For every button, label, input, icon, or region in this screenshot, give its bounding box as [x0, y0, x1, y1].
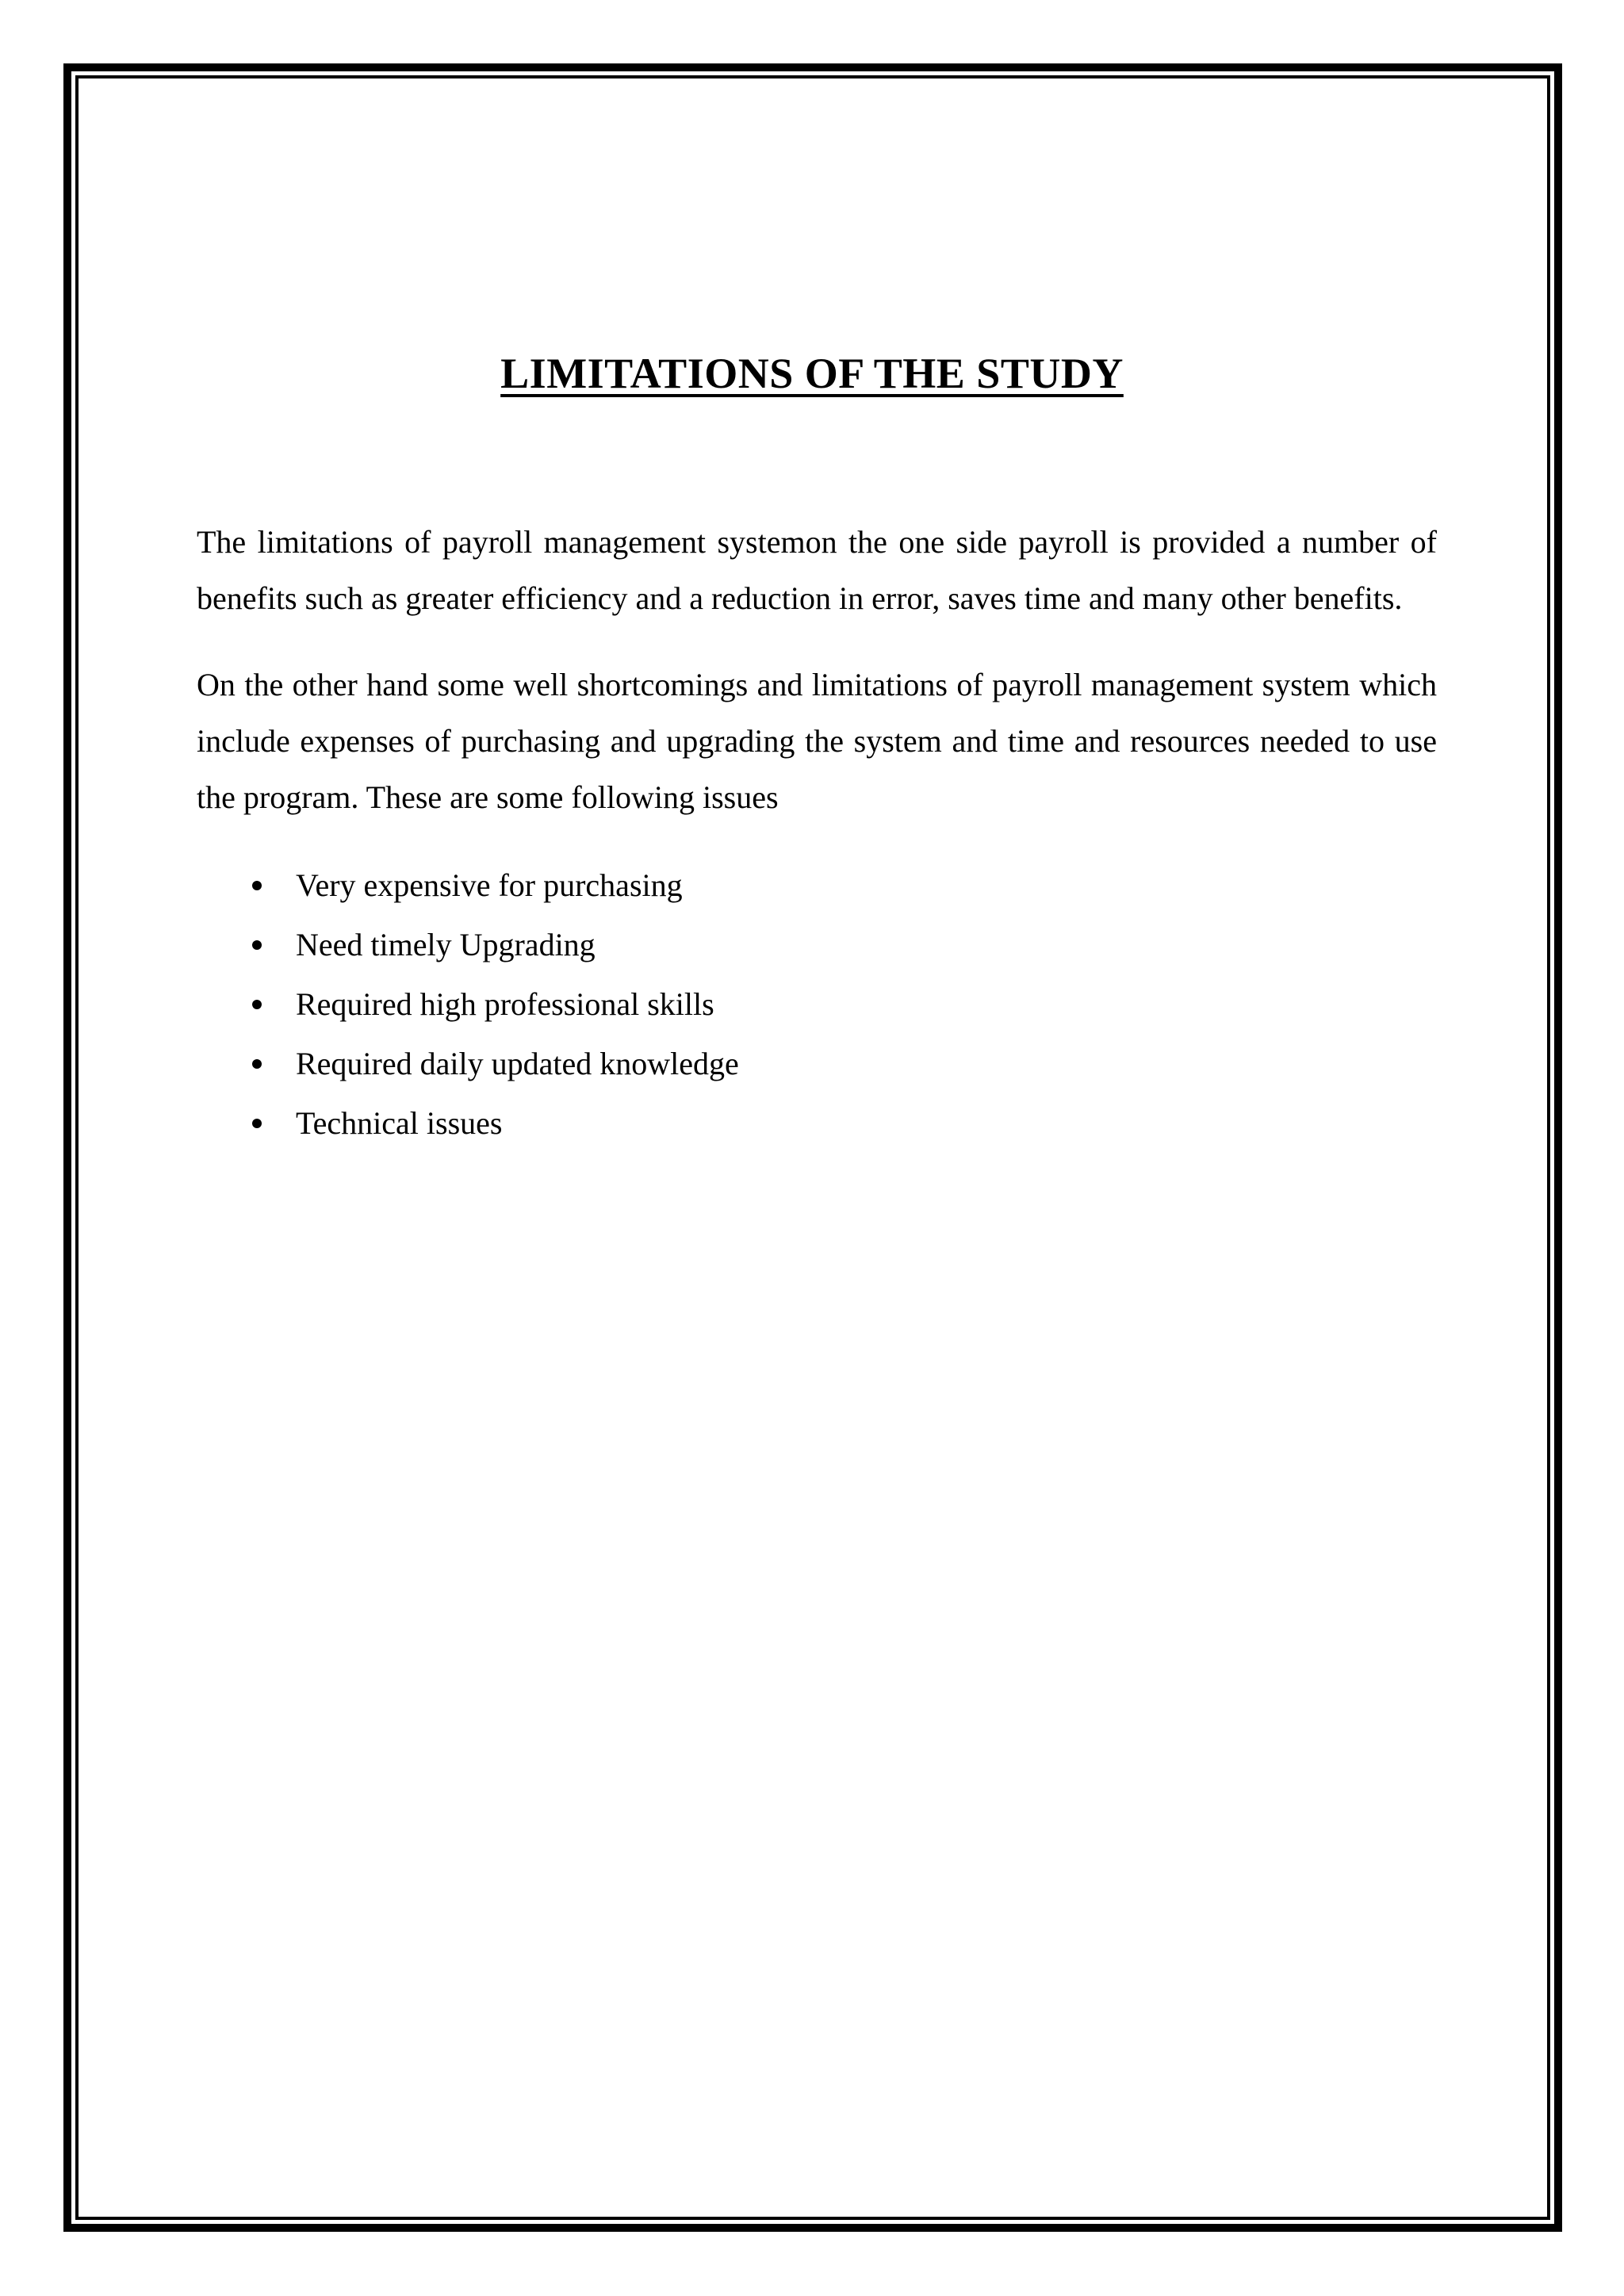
list-item — [197, 974, 1437, 1034]
list-item — [197, 855, 1437, 915]
bullet-icon — [252, 1119, 262, 1128]
list-item — [197, 915, 1437, 974]
paragraph-shortcomings: On the other hand some well shortcomings and limitations of payroll management system which include expenses of purchasing and upgrading the system and time and resources needed to use the program. These are some following issues — [197, 667, 1437, 815]
list-item-text: Required high professional skills — [296, 986, 714, 1022]
list-item-text: Very expensive for purchasing — [296, 867, 683, 903]
bullet-icon — [252, 881, 262, 890]
page-title: LIMITATIONS OF THE STUDY — [500, 350, 1124, 397]
list-item — [197, 1093, 1437, 1153]
list-item — [197, 1034, 1437, 1093]
document-body — [197, 514, 1437, 1153]
paragraph-intro: The limitations of payroll management systemon the one side payroll is provided a number of benefits such as greater efficiency and a reduction in error, saves time and many other benefits. — [197, 524, 1437, 616]
bullet-icon — [252, 1059, 262, 1069]
list-item-text: Technical issues — [296, 1105, 503, 1141]
bullet-icon — [252, 940, 262, 950]
list-item-text: Need timely Upgrading — [296, 927, 596, 962]
issues-list — [197, 855, 1437, 1153]
list-item-text: Required daily updated knowledge — [296, 1046, 739, 1081]
bullet-icon — [252, 1000, 262, 1009]
